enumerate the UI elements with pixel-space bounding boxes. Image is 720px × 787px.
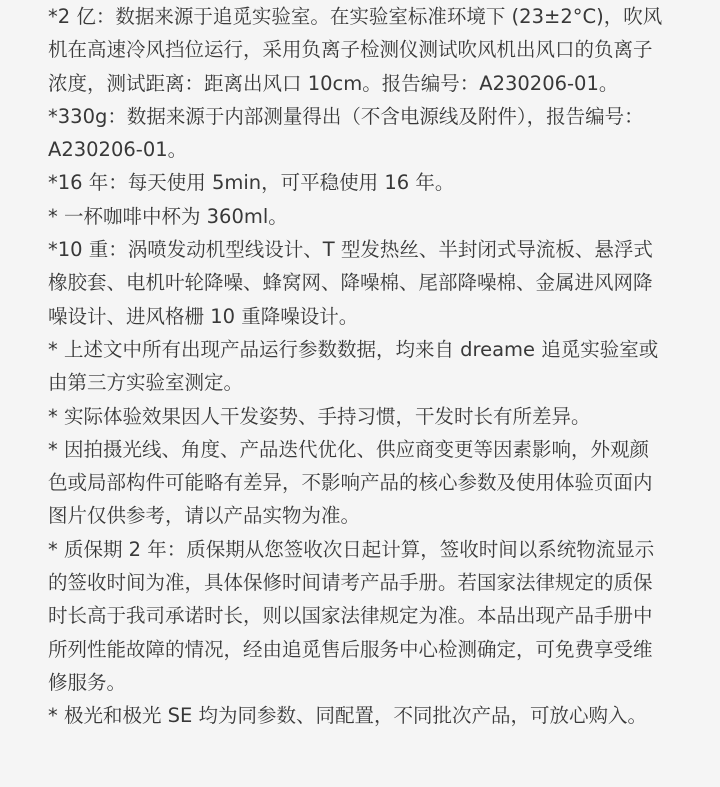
note-line: *2 亿：数据来源于追觅实验室。在实验室标准环境下 (23±2°C)，吹风 xyxy=(48,5,663,28)
note-image-reference xyxy=(48,433,708,533)
note-line: * 因拍摄光线、角度、产品迭代优化、供应商变更等因素影响，外观颜 xyxy=(48,437,649,461)
disclaimer-notes xyxy=(48,0,708,733)
note-negative-ions xyxy=(48,0,708,100)
note-weight xyxy=(48,100,708,167)
note-lifespan xyxy=(48,166,708,199)
note-line: * 一杯咖啡中杯为 360ml。 xyxy=(48,204,288,228)
note-line: *16 年：每天使用 5min，可平稳使用 16 年。 xyxy=(48,171,455,195)
note-coffee-cup xyxy=(48,200,708,233)
note-line: 的签收时间为准，具体保修时间请考产品手册。若国家法律规定的质保 xyxy=(48,571,653,595)
note-line: 所列性能故障的情况，经由追觅售后服务中心检测确定，可免费享受维 xyxy=(48,637,653,661)
note-line: * 极光和极光 SE 均为同参数、同配置，不同批次产品，可放心购入。 xyxy=(48,704,648,728)
note-line: 浓度，测试距离：距离出风口 10cm。报告编号：A230206-01。 xyxy=(48,71,619,95)
note-line: 时长高于我司承诺时长，则以国家法律规定为准。本品出现产品手册中 xyxy=(48,604,653,628)
note-experience-variance xyxy=(48,400,708,433)
note-line: * 实际体验效果因人干发姿势、手持习惯，干发时长有所差异。 xyxy=(48,404,591,428)
note-parameter-source xyxy=(48,333,708,400)
note-line: *10 重：涡喷发动机型线设计、T 型发热丝、半封闭式导流板、悬浮式 xyxy=(48,238,653,262)
note-line: 橡胶套、电机叶轮降噪、蜂窝网、降噪棉、尾部降噪棉、金属进风网降 xyxy=(48,271,653,295)
note-line: 机在高速冷风挡位运行，采用负离子检测仪测试吹风机出风口的负离子 xyxy=(48,38,653,62)
note-line: 由第三方实验室测定。 xyxy=(48,371,244,395)
note-warranty xyxy=(48,533,708,699)
note-noise-reduction xyxy=(48,233,708,333)
note-line: A230206-01。 xyxy=(48,138,188,162)
note-line: * 上述文中所有出现产品运行参数数据，均来自 dreame 追觅实验室或 xyxy=(48,337,659,361)
note-line: 噪设计、进风格栅 10 重降噪设计。 xyxy=(48,304,359,328)
note-line: 色或局部构件可能略有差异，不影响产品的核心参数及使用体验页面内 xyxy=(48,471,653,495)
note-line: 图片仅供参考，请以产品实物为准。 xyxy=(48,504,361,528)
note-model-variants xyxy=(48,699,708,732)
note-line: *330g：数据来源于内部测量得出（不含电源线及附件），报告编号： xyxy=(48,104,644,128)
note-line: 修服务。 xyxy=(48,670,127,694)
note-line: * 质保期 2 年：质保期从您签收次日起计算，签收时间以系统物流显示 xyxy=(48,537,655,561)
